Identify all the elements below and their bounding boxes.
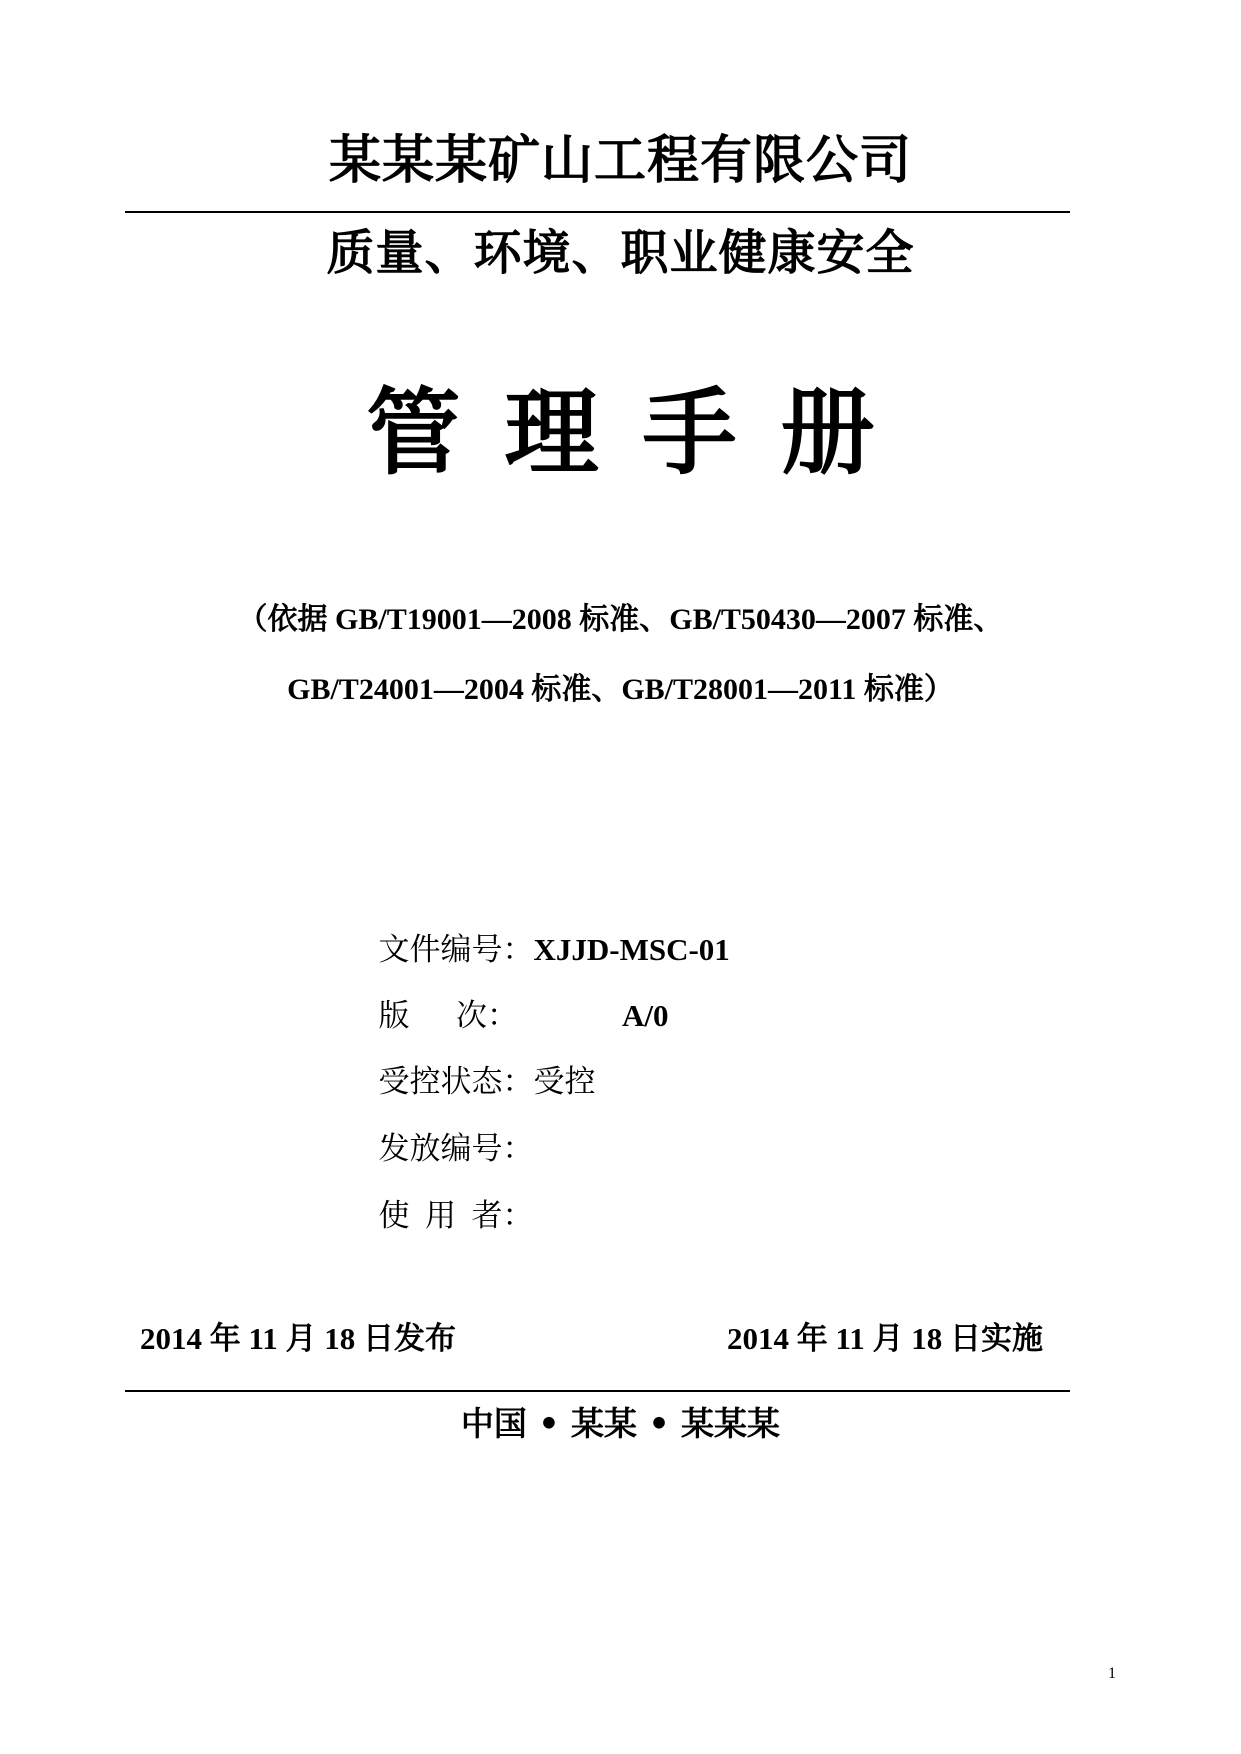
issue-number-label: 发放编号： (378, 1131, 534, 1166)
user-label: 使 用 者： (378, 1198, 534, 1233)
doc-number-label: 文件编号： (378, 932, 534, 967)
control-status-label: 受控状态： (378, 1064, 534, 1099)
standards-line-1: （依据 GB/T19001—2008 标准、GB/T50430—2007 标准、 (237, 603, 1004, 636)
company-name: 某某某矿山工程有限公司 (328, 131, 912, 191)
manual-title: 管理手册 (366, 379, 919, 488)
doc-number-value: XJJD-MSC-01 (533, 932, 730, 967)
effective-date: 2014 年 11 月 18 日实施 (726, 1321, 1043, 1356)
user-row (363, 1156, 963, 1236)
page-number: 1 (1108, 1665, 1116, 1682)
footer-divider (125, 1390, 1070, 1392)
release-date: 2014 年 11 月 18 日发布 (140, 1321, 457, 1356)
control-status-value: 受控 (533, 1064, 596, 1099)
system-subtitle: 质量、环境、职业健康安全 (326, 225, 915, 281)
place-line: 中国 • 某某 • 某某某 (460, 1404, 781, 1443)
standards-line-2: GB/T24001—2004 标准、GB/T28001—2011 标准） (287, 673, 954, 706)
header-divider (125, 211, 1070, 213)
version-value: A/0 (622, 998, 669, 1033)
version-label: 版 次： (378, 998, 518, 1033)
